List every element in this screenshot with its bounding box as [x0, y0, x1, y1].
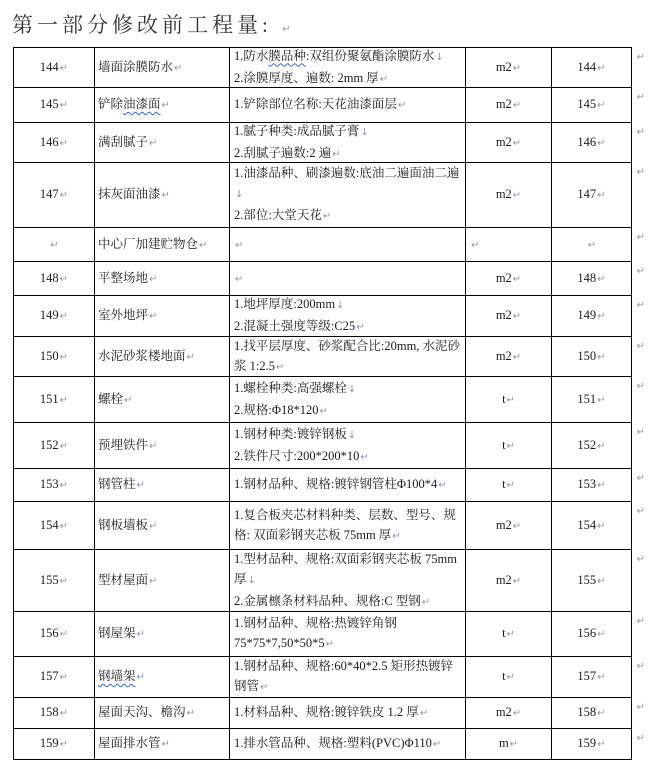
row-end-mark: ↵	[636, 341, 645, 352]
cell-no2[interactable]: 153↵	[552, 469, 632, 502]
cell-desc[interactable]: 1.铲除部位名称:天花油漆面层↵	[230, 88, 466, 123]
cell-unit[interactable]: m2↵	[466, 123, 552, 163]
cell-unit[interactable]: t↵	[466, 612, 552, 657]
paragraph-mark: ↵	[260, 682, 269, 693]
cell-no2[interactable]	[552, 228, 632, 262]
paragraph-mark: ↵	[512, 520, 522, 532]
paragraph-mark: ↵	[597, 137, 606, 149]
paragraph-mark: ↵	[597, 62, 606, 74]
cell-unit[interactable]	[466, 228, 552, 262]
cell-no[interactable]: 148↵	[14, 262, 95, 296]
line-break-mark: ↓	[360, 126, 369, 138]
paragraph-mark: ↵	[59, 739, 69, 750]
paragraph-mark: ↵	[161, 100, 170, 111]
cell-name[interactable]: 铲除油漆面↵	[95, 88, 230, 123]
cell-no2[interactable]: 148↵	[552, 262, 632, 296]
row-end-mark: ↵	[636, 554, 645, 565]
cell-name[interactable]: 平整场地↵	[95, 262, 230, 296]
paragraph-mark: ↵	[392, 530, 401, 542]
row-end-mark: ↵	[636, 52, 645, 63]
cell-desc[interactable]: 1.钢材品种、规格:热镀锌角钢 75*75*7,50*50*5↵	[230, 612, 466, 657]
cell-unit[interactable]: m↵	[466, 729, 552, 760]
paragraph-mark: ↵	[597, 440, 606, 452]
cell-unit[interactable]: m2↵	[466, 48, 552, 88]
cell-unit[interactable]: m2↵	[466, 502, 552, 550]
paragraph-mark: ↵	[149, 137, 158, 149]
paragraph-mark: ↵	[235, 239, 244, 251]
cell-desc[interactable]: 1.螺栓种类:高强螺栓↓ 2.规格:Φ18*120↵	[230, 377, 466, 423]
paragraph-mark: ↵	[512, 575, 522, 587]
cell-name[interactable]: 屋面排水管↵	[95, 729, 230, 760]
cell-no[interactable]: 156↵	[14, 612, 95, 657]
line-break-mark: ↓	[435, 51, 444, 63]
paragraph-mark: ↵	[506, 629, 515, 640]
line-break-mark: ↓	[347, 383, 357, 395]
paragraph-mark: ↵	[332, 148, 341, 160]
paragraph-mark: ↵	[59, 480, 69, 491]
paragraph-mark: ↵	[59, 708, 69, 719]
paragraph-mark: ↵	[322, 211, 332, 222]
cell-desc[interactable]	[230, 262, 466, 296]
cell-no2[interactable]: 150↵	[552, 337, 632, 377]
cell-desc[interactable]: 1.钢材种类:镀锌钢板↓ 2.铁件尺寸:200*200*10↵	[230, 423, 466, 469]
table-row	[14, 262, 645, 296]
table-row	[14, 296, 645, 337]
cell-name[interactable]: 抹灰面油漆↵	[95, 163, 230, 228]
cell-no2[interactable]: 158↵	[552, 698, 632, 729]
paragraph-mark: ↵	[136, 629, 145, 640]
paragraph-mark: ↵	[59, 100, 69, 111]
cell-name[interactable]: 满刮腻子↵	[95, 123, 230, 163]
cell-no[interactable]: 154↵	[14, 502, 95, 550]
cell-no2[interactable]: 146↵	[552, 123, 632, 163]
paragraph-mark: ↵	[506, 480, 515, 491]
cell-no2[interactable]: 157↵	[552, 657, 632, 698]
row-end-mark: ↵	[636, 427, 645, 438]
paragraph-mark: ↵	[597, 708, 606, 719]
paragraph-mark: ↵	[597, 575, 606, 587]
cell-no[interactable]: 145↵	[14, 88, 95, 123]
paragraph-mark: ↵	[512, 311, 522, 322]
cell-desc[interactable]: 1.型材品种、规格:双面彩钢夹芯板 75mm 厚↓ 2.金属檩条材料品种、规格:C 型钢↵	[230, 550, 466, 612]
paragraph-mark: ↵	[282, 24, 291, 35]
table-row	[14, 550, 645, 612]
paragraph-mark: ↵	[59, 62, 69, 74]
paragraph-mark: ↵	[471, 239, 480, 251]
cell-name[interactable]	[95, 657, 230, 698]
paragraph-mark: ↵	[597, 739, 606, 750]
cell-no[interactable]: 151↵	[14, 377, 95, 423]
table-row	[14, 337, 645, 377]
paragraph-mark: ↵	[149, 440, 158, 452]
row-end-mark: ↵	[636, 702, 645, 713]
paragraph-mark: ↵	[512, 708, 522, 719]
paragraph-mark: ↵	[186, 708, 195, 719]
table-row	[14, 377, 645, 423]
page-title-text: 第一部分修改前工程量:	[12, 13, 272, 37]
cell-no[interactable]: 147↵	[14, 163, 95, 228]
cell-no2[interactable]: 155↵	[552, 550, 632, 612]
table-row	[14, 657, 645, 698]
cell-name[interactable]: 中心厂加建贮物仓↵	[95, 228, 230, 262]
paragraph-mark: ↵	[124, 394, 133, 406]
paragraph-mark: ↵	[509, 739, 519, 750]
paragraph-mark: ↵	[59, 311, 69, 322]
spellcheck-wavy: 钢墙架	[98, 669, 136, 683]
paragraph-mark: ↵	[275, 361, 285, 373]
cell-unit[interactable]: m2↵	[466, 337, 552, 377]
table-row	[14, 88, 645, 123]
cell-desc[interactable]: 1.排水管品种、规格:塑料(PVC)Φ110↵	[230, 729, 466, 760]
paragraph-mark: ↵	[59, 629, 69, 640]
cell-name[interactable]: 钢板墙板↵	[95, 502, 230, 550]
paragraph-mark: ↵	[506, 672, 515, 683]
paragraph-mark: ↵	[512, 137, 522, 149]
paragraph-mark: ↵	[597, 672, 606, 683]
row-end-mark: ↵	[636, 473, 645, 484]
paragraph-mark: ↵	[161, 190, 170, 201]
paragraph-mark: ↵	[59, 394, 69, 406]
cell-no[interactable]: 152↵	[14, 423, 95, 469]
table-row	[14, 48, 645, 88]
cell-no[interactable]	[14, 228, 95, 262]
row-end-mark: ↵	[636, 266, 645, 277]
cell-name[interactable]: 螺栓↵	[95, 377, 230, 423]
row-end-mark: ↵	[636, 92, 645, 103]
cell-no2[interactable]: 149↵	[552, 296, 632, 337]
paragraph-mark: ↵	[512, 190, 522, 201]
paragraph-mark: ↵	[597, 311, 606, 322]
cell-unit[interactable]: t↵	[466, 469, 552, 502]
paragraph-mark: ↵	[512, 100, 522, 111]
paragraph-mark: ↵	[149, 520, 158, 532]
cell-name[interactable]: 钢屋架↵	[95, 612, 230, 657]
cell-desc[interactable]: 1.钢材品种、规格:60*40*2.5 矩形热镀锌钢管↵	[230, 657, 466, 698]
paragraph-mark: ↵	[360, 451, 369, 463]
cell-no[interactable]: 153↵	[14, 469, 95, 502]
page-title	[12, 9, 650, 39]
row-end-mark: ↵	[636, 506, 645, 517]
cell-name[interactable]: 预埋铁件↵	[95, 423, 230, 469]
cell-no2[interactable]: 154↵	[552, 502, 632, 550]
paragraph-mark: ↵	[136, 672, 145, 683]
paragraph-mark: ↵	[59, 273, 69, 285]
cell-name[interactable]: 屋面天沟、檐沟↵	[95, 698, 230, 729]
paragraph-mark: ↵	[597, 394, 606, 406]
cell-name[interactable]: 型材屋面↵	[95, 550, 230, 612]
cell-no2[interactable]: 147↵	[552, 163, 632, 228]
paragraph-mark: ↵	[59, 440, 69, 452]
cell-desc[interactable]: 1.油漆品种、刷漆遍数:底油二遍面油二遍↓ 2.部位:大堂天花↵	[230, 163, 466, 228]
paragraph-mark: ↵	[136, 480, 145, 491]
cell-desc[interactable]: 1.地坪厚度:200mm↓ 2.混凝土强度等级:C25↵	[230, 296, 466, 337]
paragraph-mark: ↵	[59, 137, 69, 149]
paragraph-mark: ↵	[597, 629, 606, 640]
line-break-mark: ↓	[247, 574, 256, 586]
cell-no2[interactable]: 159↵	[552, 729, 632, 760]
paragraph-mark: ↵	[512, 273, 522, 285]
cell-name[interactable]: 水泥砂浆楼地面↵	[95, 337, 230, 377]
paragraph-mark: ↵	[512, 351, 522, 363]
cell-unit[interactable]: t↵	[466, 423, 552, 469]
row-end-mark: ↵	[636, 661, 645, 672]
paragraph-mark: ↵	[199, 239, 208, 251]
row-end-mark: ↵	[636, 381, 645, 392]
cell-desc[interactable]: 1.材料品种、规格:镀锌铁皮 1.2 厚↵	[230, 698, 466, 729]
paragraph-mark: ↵	[59, 575, 69, 587]
paragraph-mark: ↵	[174, 62, 183, 74]
paragraph-mark: ↵	[597, 480, 606, 491]
cell-no2[interactable]: 152↵	[552, 423, 632, 469]
spellcheck-wavy: 膜品种	[268, 48, 306, 63]
paragraph-mark: ↵	[506, 440, 515, 452]
paragraph-mark: ↵	[149, 311, 158, 322]
cell-unit[interactable]: m2↵	[466, 262, 552, 296]
cell-unit[interactable]: t↵	[466, 377, 552, 423]
cell-unit[interactable]: m2↵	[466, 698, 552, 729]
cell-no[interactable]: 159↵	[14, 729, 95, 760]
cell-no[interactable]: 155↵	[14, 550, 95, 612]
quantities-table	[13, 47, 645, 760]
table-row	[14, 123, 645, 163]
paragraph-mark: ↵	[432, 739, 442, 750]
cell-no2[interactable]: 156↵	[552, 612, 632, 657]
paragraph-mark: ↵	[419, 708, 429, 719]
cell-unit[interactable]: m2↵	[466, 163, 552, 228]
row-end-mark: ↵	[636, 232, 645, 243]
table-row	[14, 698, 645, 729]
paragraph-mark: ↵	[149, 575, 158, 587]
table-row	[14, 502, 645, 550]
spellcheck-wavy: 油漆面	[123, 97, 161, 111]
paragraph-mark: ↵	[438, 480, 447, 491]
line-break-mark: ↓	[336, 300, 345, 311]
paragraph-mark: ↵	[59, 190, 69, 201]
cell-unit[interactable]: m2↵	[466, 550, 552, 612]
paragraph-mark: ↵	[59, 520, 69, 532]
cell-no[interactable]: 149↵	[14, 296, 95, 337]
paragraph-mark: ↵	[319, 405, 328, 417]
cell-desc[interactable]: 1.腻子种类:成品腻子膏↓ 2.刮腻子遍数:2 遍↵	[230, 123, 466, 163]
line-break-mark: ↓	[235, 189, 244, 200]
paragraph-mark: ↵	[512, 62, 522, 74]
row-end-mark: ↵	[636, 127, 645, 138]
line-break-mark: ↓	[347, 429, 357, 441]
paragraph-mark: ↵	[59, 672, 69, 683]
paragraph-mark: ↵	[186, 351, 195, 363]
paragraph-mark: ↵	[325, 639, 335, 650]
row-end-mark: ↵	[636, 300, 645, 311]
cell-desc[interactable]: 1.找平层厚度、砂浆配合比:20mm, 水泥砂浆 1:2.5↵	[230, 337, 466, 377]
paragraph-mark: ↵	[235, 273, 244, 285]
cell-no2[interactable]: 144↵	[552, 48, 632, 88]
paragraph-mark: ↵	[597, 520, 606, 532]
paragraph-mark: ↵	[161, 739, 170, 750]
table-row	[14, 612, 645, 657]
table-row	[14, 469, 645, 502]
paragraph-mark: ↵	[379, 73, 389, 85]
cell-no[interactable]: 144↵	[14, 48, 95, 88]
cell-unit[interactable]: t↵	[466, 657, 552, 698]
paragraph-mark: ↵	[597, 100, 606, 111]
cell-no[interactable]: 158↵	[14, 698, 95, 729]
cell-name[interactable]: 钢管柱↵	[95, 469, 230, 502]
cell-no[interactable]: 146↵	[14, 123, 95, 163]
cell-unit[interactable]: m2↵	[466, 296, 552, 337]
table-row	[14, 163, 645, 228]
cell-name[interactable]: 室外地坪↵	[95, 296, 230, 337]
row-end-mark: ↵	[636, 616, 645, 627]
table-row	[14, 423, 645, 469]
cell-no2[interactable]: 151↵	[552, 377, 632, 423]
table-row	[14, 729, 645, 760]
paragraph-mark: ↵	[597, 351, 606, 363]
paragraph-mark: ↵	[59, 351, 69, 363]
paragraph-mark: ↵	[506, 394, 515, 406]
paragraph-mark: ↵	[356, 322, 365, 333]
paragraph-mark: ↵	[597, 190, 606, 201]
paragraph-mark: ↵	[587, 239, 597, 251]
cell-desc[interactable]: 1.防水膜品种:双组份聚氨酯涂膜防水↓ 2.涂膜厚度、遍数: 2mm 厚↵	[230, 48, 466, 88]
paragraph-mark: ↵	[597, 273, 606, 285]
row-end-mark: ↵	[636, 733, 645, 744]
cell-desc[interactable]: 1.复合板夹芯材料种类、层数、型号、规格: 双面彩钢夹芯板 75mm 厚↵	[230, 502, 466, 550]
paragraph-mark: ↵	[149, 273, 158, 285]
table-row	[14, 228, 645, 262]
cell-name[interactable]: 墙面涂膜防水↵	[95, 48, 230, 88]
cell-no[interactable]: 150↵	[14, 337, 95, 377]
row-end-mark: ↵	[636, 167, 645, 178]
cell-desc[interactable]	[230, 228, 466, 262]
cell-no[interactable]: 157↵	[14, 657, 95, 698]
paragraph-mark: ↵	[50, 239, 59, 251]
paragraph-mark: ↵	[397, 100, 407, 111]
cell-no2[interactable]: 145↵	[552, 88, 632, 123]
paragraph-mark: ↵	[421, 596, 431, 608]
cell-desc[interactable]: 1.钢材品种、规格:镀锌钢管柱Φ100*4↵	[230, 469, 466, 502]
cell-unit[interactable]: m2↵	[466, 88, 552, 123]
